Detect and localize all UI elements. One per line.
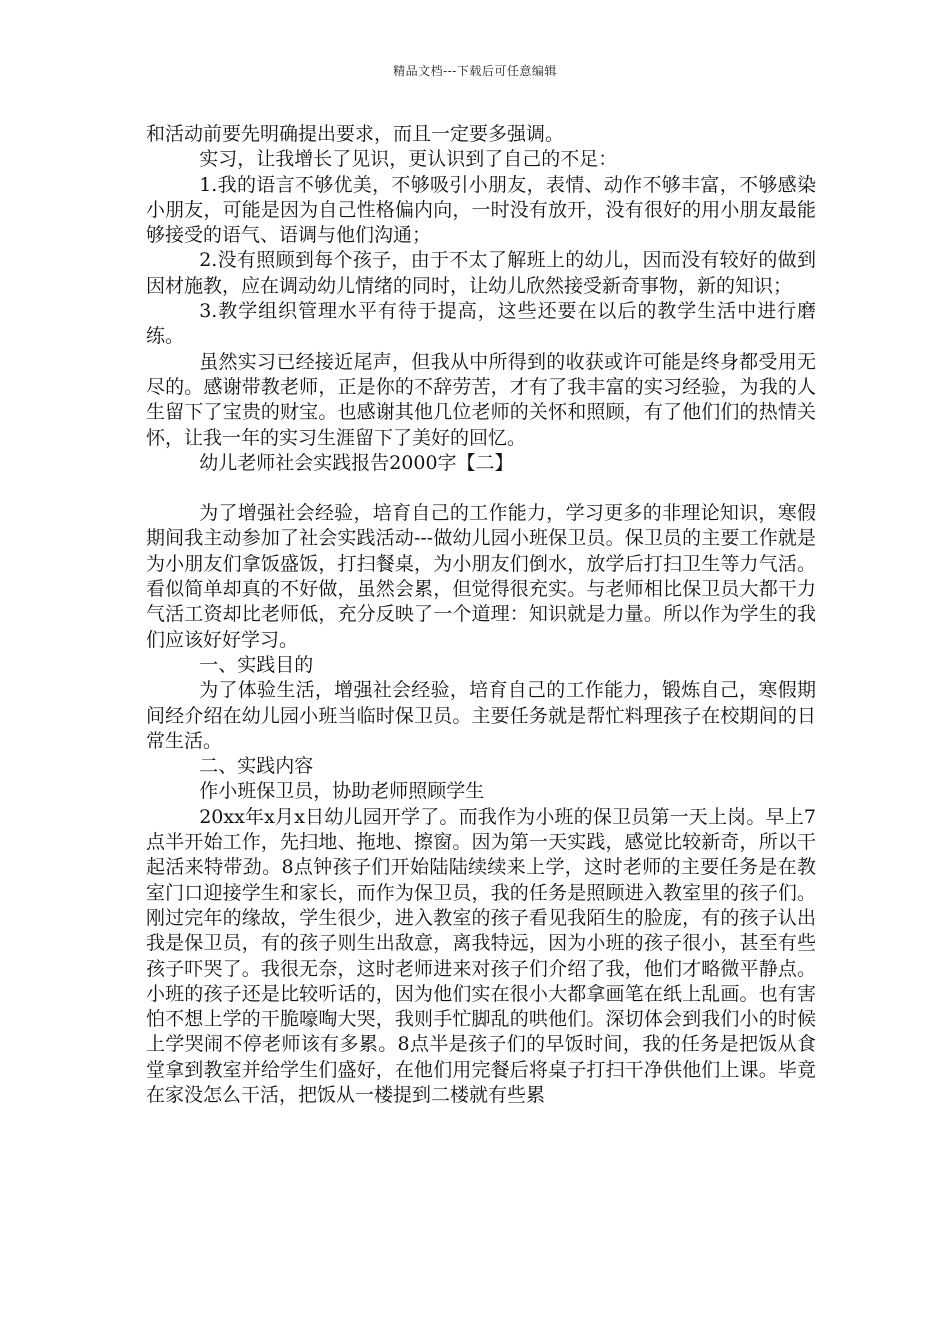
paragraph: 虽然实习已经接近尾声，但我从中所得到的收获或许可能是终身都受用无尽的。感谢带教老师，正是你的不辞劳苦，才有了我丰富的实习经验，为我的人生留下了宝贵的财宝。也感谢其他几位老师的关怀和照顾，有了他们们的热情关怀，让我一年的实习生涯留下了美好的回忆。 (146, 350, 816, 449)
paragraph: 1.我的语言不够优美，不够吸引小朋友，表情、动作不够丰富，不够感染小朋友，可能是因为自己性格偏内向，一时没有放开，没有很好的用小朋友最能够接受的语气、语调与他们沟通； (146, 173, 816, 247)
section-heading: 二、实践内容 (199, 755, 314, 778)
paragraph: 作小班保卫员，协助老师照顾学生 (199, 780, 485, 803)
paragraph: 为了体验生活，增强社会经验，培育自己的工作能力，锻炼自己，寒假期间经介绍在幼儿园小班当临时保卫员。主要任务就是帮忙料理孩子在校期间的日常生活。 (146, 679, 816, 752)
paragraph: 实习，让我增长了见识，更认识到了自己的不足： (199, 148, 618, 171)
paragraph: 和活动前要先明确提出要求，而且一定要多强调。 (146, 123, 565, 145)
paragraph: 20xx年x月x日幼儿园开学了。而我作为小班的保卫员第一天上岗。早上7点半开始工作，先扫地、拖地、擦窗。因为第一天实践，感觉比较新奇，所以干起活来特带劲。8点钟孩子们开始陆陆续续来上学，这时老师的主要任务是在教室门口迎接学生和家长，而作为保卫员，我的任务是照顾进入教室里的孩子们。刚过完年的缘故，学生很少，进入教室的孩子看见我陌生的脸庞，有的孩子认出我是保卫员，有的孩子则生出敌意，离我特远，因为小班的孩子很小，甚至有些孩子吓哭了。我很无奈，这时老师进来对孩子们介绍了我，他们才略微平静点。小班的孩子还是比较听话的，因为他们实在很小大都拿画笔在纸上乱画。也有害怕不想上学的干脆嚎啕大哭，我则手忙脚乱的哄他们。深切体会到我们小的时候上学哭闹不停老师该有多累。8点半是孩子们的早饭时间，我的任务是把饭从食堂拿到教室并给学生们盛好，在他们用完餐后将桌子打扫干净供他们上课。毕竟在家没怎么干活，把饭从一楼提到二楼就有些累 (146, 805, 816, 1106)
paragraph: 为了增强社会经验，培育自己的工作能力，学习更多的非理论知识，寒假期间我主动参加了社会实践活动---做幼儿园小班保卫员。保卫员的主要工作就是为小朋友们拿饭盛饭，打扫餐桌，为小朋友们倒水，放学后打扫卫生等力气活。看似简单却真的不好做，虽然会累，但觉得很充实。与老师相比保卫员大都干力气活工资却比老师低，充分反映了一个道理：知识就是力量。所以作为学生的我们应该好好学习。 (146, 502, 816, 651)
paragraph: 3.教学组织管理水平有待于提高，这些还要在以后的教学生活中进行磨练。 (146, 300, 816, 348)
document-body (146, 122, 816, 1108)
blank-line (146, 476, 816, 501)
paragraph: 2.没有照顾到每个孩子，由于不太了解班上的幼儿，因而没有较好的做到因材施教，应在调动幼儿情绪的同时，让幼儿欣然接受新奇事物，新的知识； (146, 249, 816, 297)
page-header: 精品文档---下载后可任意编辑 (393, 64, 557, 78)
section-title: 幼儿老师社会实践报告2000字【二】 (199, 451, 514, 474)
section-heading: 一、实践目的 (199, 653, 314, 676)
